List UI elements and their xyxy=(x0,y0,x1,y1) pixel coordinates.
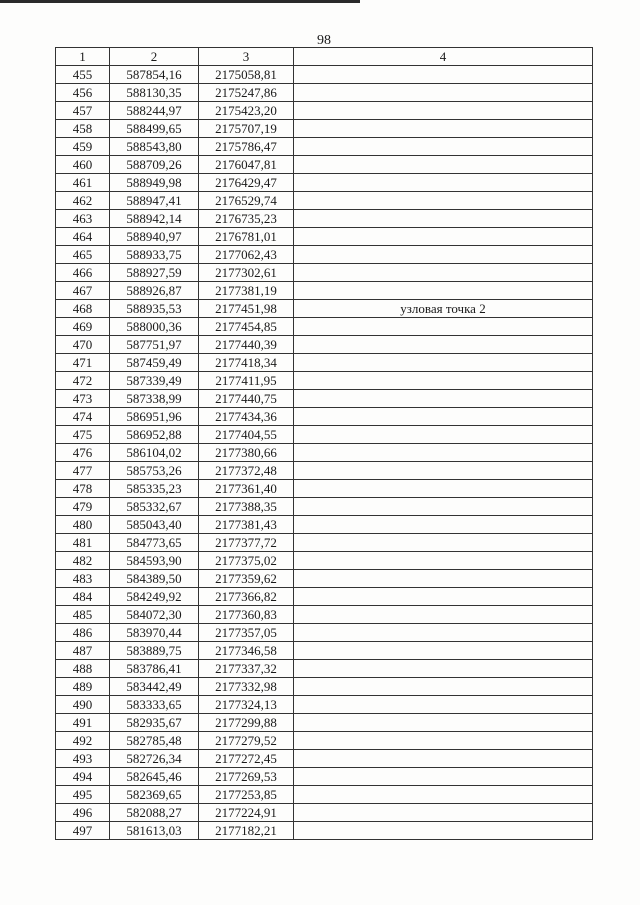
table-row xyxy=(56,336,593,354)
note-cell xyxy=(294,480,593,498)
table-row xyxy=(56,408,593,426)
note-cell xyxy=(294,66,593,84)
x-coordinate-cell: 588499,65 xyxy=(110,120,199,138)
note-cell xyxy=(294,174,593,192)
table-row xyxy=(56,210,593,228)
table-row xyxy=(56,372,593,390)
table-row xyxy=(56,696,593,714)
table-row xyxy=(56,786,593,804)
point-number-cell: 475 xyxy=(56,426,110,444)
note-cell xyxy=(294,570,593,588)
table-row xyxy=(56,66,593,84)
x-coordinate-cell: 584389,50 xyxy=(110,570,199,588)
point-number-cell: 486 xyxy=(56,624,110,642)
point-number-cell: 477 xyxy=(56,462,110,480)
table-row xyxy=(56,606,593,624)
note-cell xyxy=(294,498,593,516)
y-coordinate-cell: 2177182,21 xyxy=(199,822,294,840)
point-number-cell: 463 xyxy=(56,210,110,228)
x-coordinate-cell: 587339,49 xyxy=(110,372,199,390)
table-row xyxy=(56,750,593,768)
y-coordinate-cell: 2177454,85 xyxy=(199,318,294,336)
y-coordinate-cell: 2177337,32 xyxy=(199,660,294,678)
table-row xyxy=(56,264,593,282)
x-coordinate-cell: 585332,67 xyxy=(110,498,199,516)
point-number-cell: 484 xyxy=(56,588,110,606)
y-coordinate-cell: 2177269,53 xyxy=(199,768,294,786)
note-cell xyxy=(294,84,593,102)
x-coordinate-cell: 583786,41 xyxy=(110,660,199,678)
y-coordinate-cell: 2175247,86 xyxy=(199,84,294,102)
y-coordinate-cell: 2177404,55 xyxy=(199,426,294,444)
x-coordinate-cell: 585335,23 xyxy=(110,480,199,498)
x-coordinate-cell: 588933,75 xyxy=(110,246,199,264)
column-header-2: 2 xyxy=(110,48,199,66)
x-coordinate-cell: 586951,96 xyxy=(110,408,199,426)
y-coordinate-cell: 2177272,45 xyxy=(199,750,294,768)
point-number-cell: 467 xyxy=(56,282,110,300)
note-cell xyxy=(294,444,593,462)
note-cell xyxy=(294,408,593,426)
y-coordinate-cell: 2176781,01 xyxy=(199,228,294,246)
column-header-3: 3 xyxy=(199,48,294,66)
table-row xyxy=(56,552,593,570)
note-cell xyxy=(294,318,593,336)
x-coordinate-cell: 588000,36 xyxy=(110,318,199,336)
point-number-cell: 496 xyxy=(56,804,110,822)
note-cell xyxy=(294,822,593,840)
point-number-cell: 491 xyxy=(56,714,110,732)
x-coordinate-cell: 582935,67 xyxy=(110,714,199,732)
x-coordinate-cell: 585043,40 xyxy=(110,516,199,534)
x-coordinate-cell: 584773,65 xyxy=(110,534,199,552)
note-cell xyxy=(294,372,593,390)
y-coordinate-cell: 2175786,47 xyxy=(199,138,294,156)
point-number-cell: 462 xyxy=(56,192,110,210)
y-coordinate-cell: 2177381,43 xyxy=(199,516,294,534)
note-cell xyxy=(294,390,593,408)
x-coordinate-cell: 588244,97 xyxy=(110,102,199,120)
note-cell xyxy=(294,192,593,210)
y-coordinate-cell: 2175423,20 xyxy=(199,102,294,120)
table-row xyxy=(56,138,593,156)
point-number-cell: 494 xyxy=(56,768,110,786)
column-header-4: 4 xyxy=(294,48,593,66)
point-number-cell: 457 xyxy=(56,102,110,120)
x-coordinate-cell: 587854,16 xyxy=(110,66,199,84)
note-cell xyxy=(294,228,593,246)
y-coordinate-cell: 2177434,36 xyxy=(199,408,294,426)
note-cell xyxy=(294,750,593,768)
point-number-cell: 490 xyxy=(56,696,110,714)
table-row xyxy=(56,570,593,588)
y-coordinate-cell: 2175058,81 xyxy=(199,66,294,84)
y-coordinate-cell: 2177380,66 xyxy=(199,444,294,462)
y-coordinate-cell: 2177375,02 xyxy=(199,552,294,570)
note-cell xyxy=(294,660,593,678)
note-cell xyxy=(294,768,593,786)
note-cell: узловая точка 2 xyxy=(294,300,593,318)
point-number-cell: 481 xyxy=(56,534,110,552)
table-row xyxy=(56,444,593,462)
x-coordinate-cell: 588927,59 xyxy=(110,264,199,282)
y-coordinate-cell: 2176735,23 xyxy=(199,210,294,228)
table-row xyxy=(56,624,593,642)
point-number-cell: 487 xyxy=(56,642,110,660)
x-coordinate-cell: 582645,46 xyxy=(110,768,199,786)
y-coordinate-cell: 2177302,61 xyxy=(199,264,294,282)
x-coordinate-cell: 586104,02 xyxy=(110,444,199,462)
y-coordinate-cell: 2177332,98 xyxy=(199,678,294,696)
x-coordinate-cell: 584593,90 xyxy=(110,552,199,570)
table-row xyxy=(56,426,593,444)
table-row xyxy=(56,462,593,480)
x-coordinate-cell: 587751,97 xyxy=(110,336,199,354)
table-row xyxy=(56,246,593,264)
x-coordinate-cell: 588926,87 xyxy=(110,282,199,300)
table-row xyxy=(56,102,593,120)
table-row xyxy=(56,84,593,102)
x-coordinate-cell: 585753,26 xyxy=(110,462,199,480)
point-number-cell: 460 xyxy=(56,156,110,174)
table-row xyxy=(56,498,593,516)
point-number-cell: 459 xyxy=(56,138,110,156)
x-coordinate-cell: 584249,92 xyxy=(110,588,199,606)
y-coordinate-cell: 2177366,82 xyxy=(199,588,294,606)
point-number-cell: 461 xyxy=(56,174,110,192)
y-coordinate-cell: 2177224,91 xyxy=(199,804,294,822)
x-coordinate-cell: 583970,44 xyxy=(110,624,199,642)
note-cell xyxy=(294,156,593,174)
note-cell xyxy=(294,246,593,264)
point-number-cell: 479 xyxy=(56,498,110,516)
y-coordinate-cell: 2177418,34 xyxy=(199,354,294,372)
point-number-cell: 465 xyxy=(56,246,110,264)
point-number-cell: 469 xyxy=(56,318,110,336)
y-coordinate-cell: 2177359,62 xyxy=(199,570,294,588)
y-coordinate-cell: 2177381,19 xyxy=(199,282,294,300)
table-row xyxy=(56,660,593,678)
table-row xyxy=(56,282,593,300)
y-coordinate-cell: 2177299,88 xyxy=(199,714,294,732)
point-number-cell: 478 xyxy=(56,480,110,498)
note-cell xyxy=(294,606,593,624)
table-row xyxy=(56,768,593,786)
note-cell xyxy=(294,534,593,552)
note-cell xyxy=(294,354,593,372)
y-coordinate-cell: 2176047,81 xyxy=(199,156,294,174)
point-number-cell: 472 xyxy=(56,372,110,390)
note-cell xyxy=(294,138,593,156)
y-coordinate-cell: 2177062,43 xyxy=(199,246,294,264)
scan-top-edge xyxy=(0,0,360,3)
table-row xyxy=(56,390,593,408)
note-cell xyxy=(294,714,593,732)
point-number-cell: 480 xyxy=(56,516,110,534)
x-coordinate-cell: 584072,30 xyxy=(110,606,199,624)
y-coordinate-cell: 2177388,35 xyxy=(199,498,294,516)
point-number-cell: 455 xyxy=(56,66,110,84)
table-row xyxy=(56,228,593,246)
y-coordinate-cell: 2177377,72 xyxy=(199,534,294,552)
note-cell xyxy=(294,678,593,696)
note-cell xyxy=(294,210,593,228)
point-number-cell: 495 xyxy=(56,786,110,804)
y-coordinate-cell: 2177279,52 xyxy=(199,732,294,750)
coordinates-table xyxy=(55,47,593,840)
x-coordinate-cell: 586952,88 xyxy=(110,426,199,444)
point-number-cell: 483 xyxy=(56,570,110,588)
table-row xyxy=(56,642,593,660)
point-number-cell: 493 xyxy=(56,750,110,768)
note-cell xyxy=(294,552,593,570)
table-row xyxy=(56,534,593,552)
x-coordinate-cell: 588947,41 xyxy=(110,192,199,210)
note-cell xyxy=(294,102,593,120)
x-coordinate-cell: 582088,27 xyxy=(110,804,199,822)
table-row xyxy=(56,804,593,822)
point-number-cell: 489 xyxy=(56,678,110,696)
y-coordinate-cell: 2177253,85 xyxy=(199,786,294,804)
point-number-cell: 474 xyxy=(56,408,110,426)
y-coordinate-cell: 2177411,95 xyxy=(199,372,294,390)
note-cell xyxy=(294,624,593,642)
y-coordinate-cell: 2177357,05 xyxy=(199,624,294,642)
table-row xyxy=(56,480,593,498)
point-number-cell: 466 xyxy=(56,264,110,282)
table-row xyxy=(56,354,593,372)
table-row xyxy=(56,156,593,174)
x-coordinate-cell: 588949,98 xyxy=(110,174,199,192)
point-number-cell: 488 xyxy=(56,660,110,678)
note-cell xyxy=(294,696,593,714)
x-coordinate-cell: 588942,14 xyxy=(110,210,199,228)
note-cell xyxy=(294,336,593,354)
page-number: 98 xyxy=(317,33,331,48)
y-coordinate-cell: 2177360,83 xyxy=(199,606,294,624)
y-coordinate-cell: 2176529,74 xyxy=(199,192,294,210)
y-coordinate-cell: 2177451,98 xyxy=(199,300,294,318)
x-coordinate-cell: 587459,49 xyxy=(110,354,199,372)
point-number-cell: 470 xyxy=(56,336,110,354)
table-row xyxy=(56,120,593,138)
x-coordinate-cell: 583333,65 xyxy=(110,696,199,714)
note-cell xyxy=(294,786,593,804)
y-coordinate-cell: 2177346,58 xyxy=(199,642,294,660)
table-row xyxy=(56,714,593,732)
point-number-cell: 476 xyxy=(56,444,110,462)
point-number-cell: 497 xyxy=(56,822,110,840)
point-number-cell: 473 xyxy=(56,390,110,408)
table-row xyxy=(56,192,593,210)
table-header-row xyxy=(56,48,593,66)
y-coordinate-cell: 2177440,39 xyxy=(199,336,294,354)
point-number-cell: 468 xyxy=(56,300,110,318)
x-coordinate-cell: 582726,34 xyxy=(110,750,199,768)
column-header-1: 1 xyxy=(56,48,110,66)
note-cell xyxy=(294,732,593,750)
x-coordinate-cell: 587338,99 xyxy=(110,390,199,408)
note-cell xyxy=(294,516,593,534)
table-row xyxy=(56,516,593,534)
table-row xyxy=(56,588,593,606)
y-coordinate-cell: 2177361,40 xyxy=(199,480,294,498)
point-number-cell: 456 xyxy=(56,84,110,102)
x-coordinate-cell: 581613,03 xyxy=(110,822,199,840)
y-coordinate-cell: 2177324,13 xyxy=(199,696,294,714)
table-row xyxy=(56,174,593,192)
point-number-cell: 485 xyxy=(56,606,110,624)
x-coordinate-cell: 588709,26 xyxy=(110,156,199,174)
note-cell xyxy=(294,804,593,822)
note-cell xyxy=(294,642,593,660)
x-coordinate-cell: 582369,65 xyxy=(110,786,199,804)
x-coordinate-cell: 582785,48 xyxy=(110,732,199,750)
x-coordinate-cell: 588130,35 xyxy=(110,84,199,102)
note-cell xyxy=(294,264,593,282)
table-row xyxy=(56,822,593,840)
x-coordinate-cell: 588543,80 xyxy=(110,138,199,156)
y-coordinate-cell: 2177440,75 xyxy=(199,390,294,408)
point-number-cell: 482 xyxy=(56,552,110,570)
point-number-cell: 492 xyxy=(56,732,110,750)
note-cell xyxy=(294,282,593,300)
y-coordinate-cell: 2175707,19 xyxy=(199,120,294,138)
y-coordinate-cell: 2176429,47 xyxy=(199,174,294,192)
note-cell xyxy=(294,426,593,444)
note-cell xyxy=(294,588,593,606)
point-number-cell: 471 xyxy=(56,354,110,372)
x-coordinate-cell: 583442,49 xyxy=(110,678,199,696)
note-cell xyxy=(294,120,593,138)
note-cell xyxy=(294,462,593,480)
x-coordinate-cell: 588935,53 xyxy=(110,300,199,318)
table-row xyxy=(56,318,593,336)
table-body xyxy=(56,66,593,840)
table-row xyxy=(56,300,593,318)
table-row xyxy=(56,678,593,696)
point-number-cell: 458 xyxy=(56,120,110,138)
y-coordinate-cell: 2177372,48 xyxy=(199,462,294,480)
point-number-cell: 464 xyxy=(56,228,110,246)
x-coordinate-cell: 583889,75 xyxy=(110,642,199,660)
table-row xyxy=(56,732,593,750)
x-coordinate-cell: 588940,97 xyxy=(110,228,199,246)
